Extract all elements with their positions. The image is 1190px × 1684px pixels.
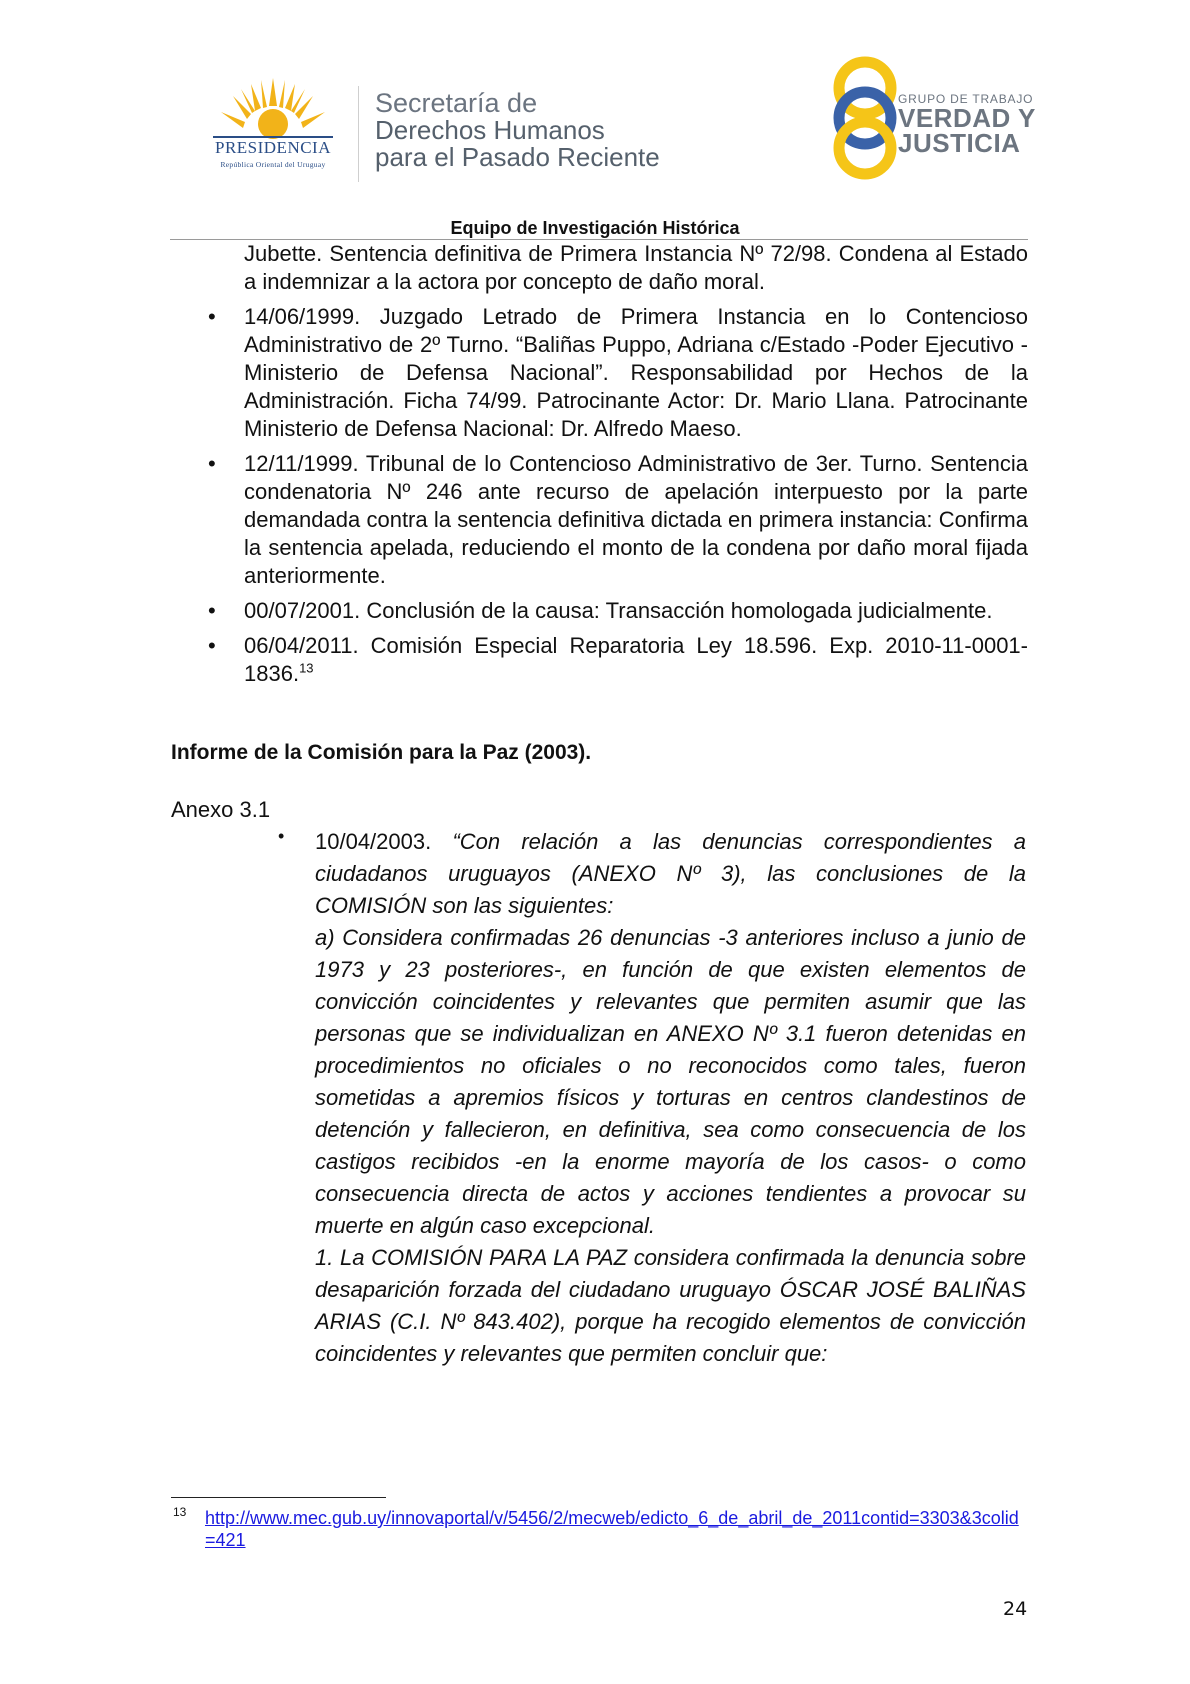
rings-logo-icon — [820, 56, 910, 180]
presidencia-wordmark: PRESIDENCIA — [214, 138, 331, 157]
running-header-title: Equipo de Investigación Histórica — [450, 218, 740, 238]
presidencia-subtitle: República Oriental del Uruguay — [220, 160, 326, 169]
justicia-label: JUSTICIA — [898, 128, 1021, 158]
list-item-text: 00/07/2001. Conclusión de la causa: Transacción homologada judicialmente. — [244, 598, 993, 623]
footnote-ref[interactable]: 13 — [299, 660, 314, 676]
bullet-icon: • — [208, 304, 216, 329]
page-number: 24 — [1003, 1598, 1028, 1620]
verdad-y-label: VERDAD Y — [898, 103, 1036, 133]
grupo-trabajo-label: GRUPO DE TRABAJO — [898, 92, 1034, 106]
list-item — [200, 303, 1028, 443]
sun-emblem-icon — [193, 78, 353, 140]
list-item-continuation: Jubette. Sentencia definitiva de Primera Instancia Nº 72/98. Condena al Estado a indemnizar a la actora por concepto de daño moral. — [244, 241, 1028, 294]
chronology-list — [200, 240, 1028, 695]
footnote-number: 13 — [173, 1505, 187, 1519]
footnote-rule — [171, 1497, 386, 1498]
bullet-icon: • — [208, 451, 216, 476]
list-item-text: 14/06/1999. Juzgado Letrado de Primera Instancia en lo Contencioso Administrativo de 2º Turno. “Baliñas Puppo, Adriana c/Estado -Poder Ejecutivo -Ministerio de Defensa Nacional”. Responsabilidad por Hechos de la Administración. Ficha 74/99. Patrocinante Actor: Dr. Mario Llana. Patrocinante Ministerio de Defensa Nacional: Dr. Alfredo Maeso. — [244, 304, 1028, 441]
grupo-trabajo-logo-text — [898, 92, 1036, 156]
quote-paragraph-3: 1. La COMISIÓN PARA LA PAZ considera confirmada la denuncia sobre desaparición forzada del ciudadano uruguayo ÓSCAR JOSÉ BALIÑAS ARIAS (C.I. Nº 843.402), porque ha recogido elementos de convicción coincidentes y relevantes que permiten concluir que: — [315, 1245, 1026, 1366]
section-heading: Informe de la Comisión para la Paz (2003). — [171, 741, 592, 764]
presidencia-logo — [193, 78, 353, 182]
quote-text-1: “Con relación a las denuncias correspondientes a ciudadanos uruguayos (ANEXO Nº 3), las conclusiones de la COMISIÓN son las siguientes: — [315, 829, 1026, 918]
list-item — [200, 632, 1028, 688]
quote-paragraph-2: a) Considera confirmadas 26 denuncias -3 anteriores incluso a junio de 1973 y 23 posteriores-, en función de que existen elementos de convicción coincidentes y relevantes que permiten asumir que las personas que se individualizan en ANEXO Nº 3.1 fueron detenidas en procedimientos no oficiales o no reconocidos como tales, fueron sometidas a apremios físicos y torturas en centros clandestinos de detención y fallecieron, en definitiva, sea como consecuencia de los castigos recibidos -en la enorme mayoría de los casos- o como consecuencia directa de actos y acciones tendientes a provocar su muerte en algún caso excepcional. — [315, 925, 1026, 1238]
bullet-icon: • — [278, 826, 285, 846]
anexo-label: Anexo 3.1 — [171, 797, 271, 822]
list-item — [200, 450, 1028, 590]
quote-block — [278, 826, 1026, 1370]
quote-date: 10/04/2003. — [315, 829, 432, 854]
secretaria-line-2: Derechos Humanos — [375, 115, 605, 145]
secretaria-line-3: para el Pasado Reciente — [375, 142, 660, 172]
secretaria-line-1: Secretaría de — [375, 88, 538, 118]
list-item-text: 12/11/1999. Tribunal de lo Contencioso Administrativo de 3er. Turno. Sentencia condenatoria Nº 246 ante recurso de apelación interpuesto por la parte demandada contra la sentencia definitiva dictada en primera instancia: Confirma la sentencia apelada, reduciendo el monto de la condena por daño moral fijada anteriormente. — [244, 451, 1028, 588]
list-item — [200, 597, 1028, 625]
footnote-link[interactable]: http://www.mec.gub.uy/innovaportal/v/5456/2/mecweb/edicto_6_de_abril_de_2011contid=3303&3colid=421 — [205, 1508, 1019, 1550]
bullet-icon: • — [208, 633, 216, 658]
quote-paragraph-1 — [315, 826, 1026, 922]
header-divider — [358, 86, 359, 182]
bullet-icon: • — [208, 598, 216, 623]
secretaria-logo-text — [375, 90, 660, 171]
list-item-text: 06/04/2011. Comisión Especial Reparatoria Ley 18.596. Exp. 2010-11-0001-1836. — [244, 633, 1028, 686]
